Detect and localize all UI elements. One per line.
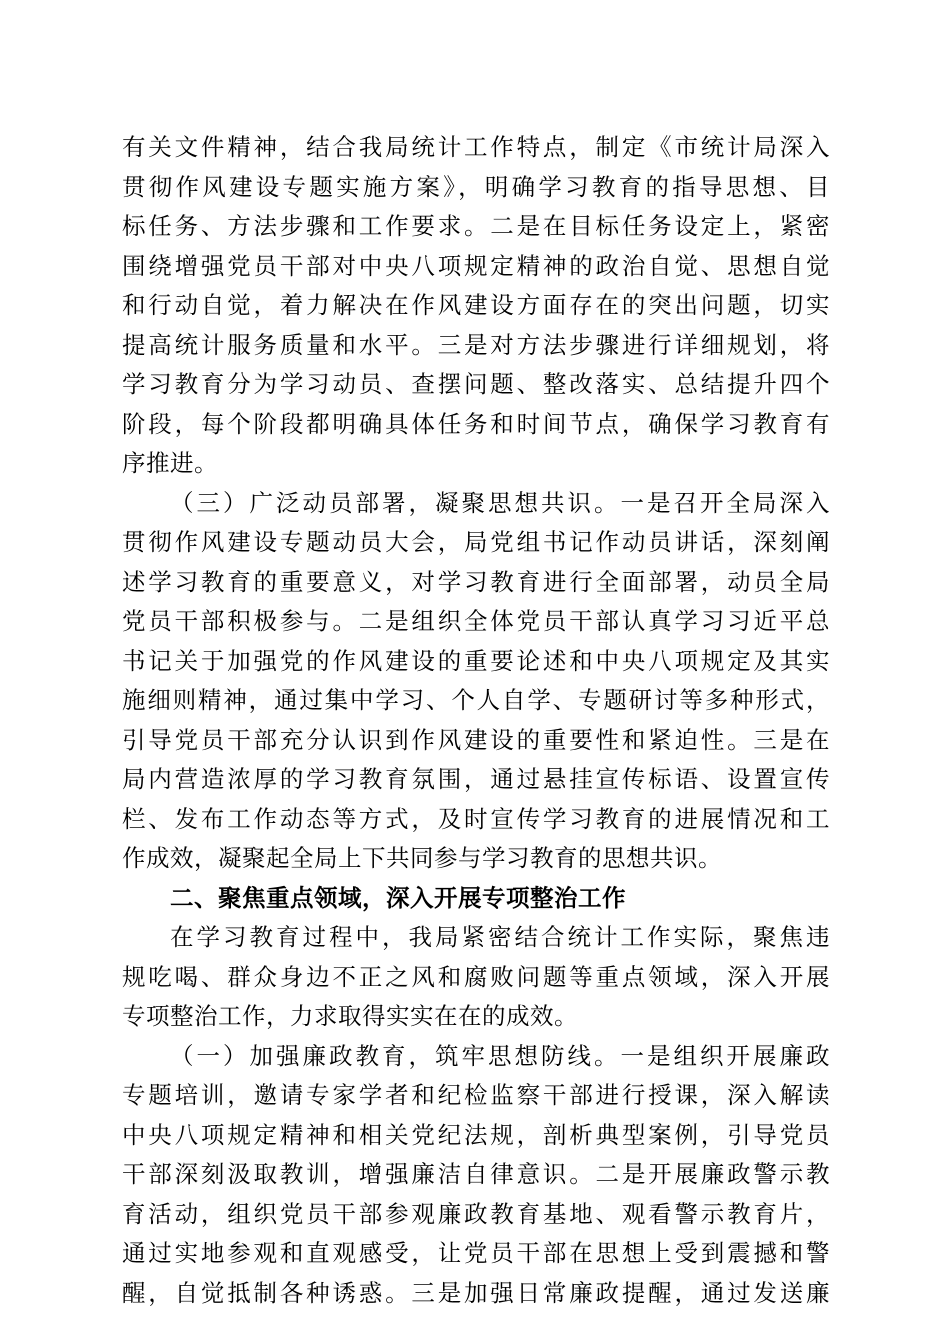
body-text-line: 中央八项规定精神和相关党纪法规，剖析典型案例，引导党员: [122, 1120, 830, 1149]
body-text-line: 贯彻作风建设专题实施方案》，明确学习教育的指导思想、目: [122, 172, 830, 201]
body-text-line: 序推进。: [122, 449, 218, 477]
body-text-line: 述学习教育的重要意义，对学习教育进行全面部署，动员全局: [122, 567, 830, 596]
body-text-line: 学习教育分为学习动员、查摆问题、整改落实、总结提升四个: [122, 370, 830, 398]
body-text-line: 党员干部积极参与。二是组织全体党员干部认真学习习近平总: [122, 607, 830, 635]
body-text-line: 阶段，每个阶段都明确具体任务和时间节点，确保学习教育有: [122, 409, 830, 438]
body-text-line: 标任务、方法步骤和工作要求。二是在目标任务设定上，紧密: [122, 212, 830, 240]
body-text-line: 施细则精神，通过集中学习、个人自学、专题研讨等多种形式，: [122, 686, 830, 714]
paragraph-start: 在学习教育过程中，我局紧密结合统计工作实际，聚焦违: [170, 923, 830, 951]
body-text-line: 和行动自觉，着力解决在作风建设方面存在的突出问题，切实: [122, 291, 830, 319]
body-text-line: 育活动，组织党员干部参观廉政教育基地、观看警示教育片，: [122, 1199, 830, 1228]
body-text-line: 专题培训，邀请专家学者和纪检监察干部进行授课，深入解读: [122, 1081, 830, 1109]
body-text-line: 提高统计服务质量和水平。三是对方法步骤进行详细规划，将: [122, 330, 830, 359]
body-text-line: 规吃喝、群众身边不正之风和腐败问题等重点领域，深入开展: [122, 962, 830, 991]
body-text-line: 干部深刻汲取教训，增强廉洁自律意识。二是开展廉政警示教: [122, 1160, 830, 1188]
body-text-line: 作成效，凝聚起全局上下共同参与学习教育的思想共识。: [122, 844, 722, 872]
body-text-line: 围绕增强党员干部对中央八项规定精神的政治自觉、思想自觉: [122, 251, 830, 280]
body-text-line: 醒，自觉抵制各种诱惑。三是加强日常廉政提醒，通过发送廉: [122, 1278, 830, 1307]
body-text-line: 栏、发布工作动态等方式，及时宣传学习教育的进展情况和工: [122, 804, 830, 833]
body-text-line: 书记关于加强党的作风建设的重要论述和中央八项规定及其实: [122, 646, 830, 675]
body-text-line: 引导党员干部充分认识到作风建设的重要性和紧迫性。三是在: [122, 725, 830, 754]
body-text-line: 通过实地参观和直观感受，让党员干部在思想上受到震撼和警: [122, 1239, 830, 1267]
body-text-line: 局内营造浓厚的学习教育氛围，通过悬挂宣传标语、设置宣传: [122, 765, 830, 793]
body-text-line: 贯彻作风建设专题动员大会，局党组书记作动员讲话，深刻阐: [122, 528, 830, 556]
body-text-line: 专项整治工作，力求取得实实在在的成效。: [122, 1002, 578, 1030]
subsection-paragraph-start: （三）广泛动员部署，凝聚思想共识。一是召开全局深入: [170, 488, 830, 517]
subsection-paragraph-start: （一）加强廉政教育，筑牢思想防线。一是组织开展廉政: [170, 1041, 830, 1070]
body-text-line: 有关文件精神，结合我局统计工作特点，制定《市统计局深入: [122, 133, 830, 161]
section-heading: 二、聚焦重点领域，深入开展专项整治工作: [170, 883, 626, 912]
document-body: [122, 128, 830, 1313]
